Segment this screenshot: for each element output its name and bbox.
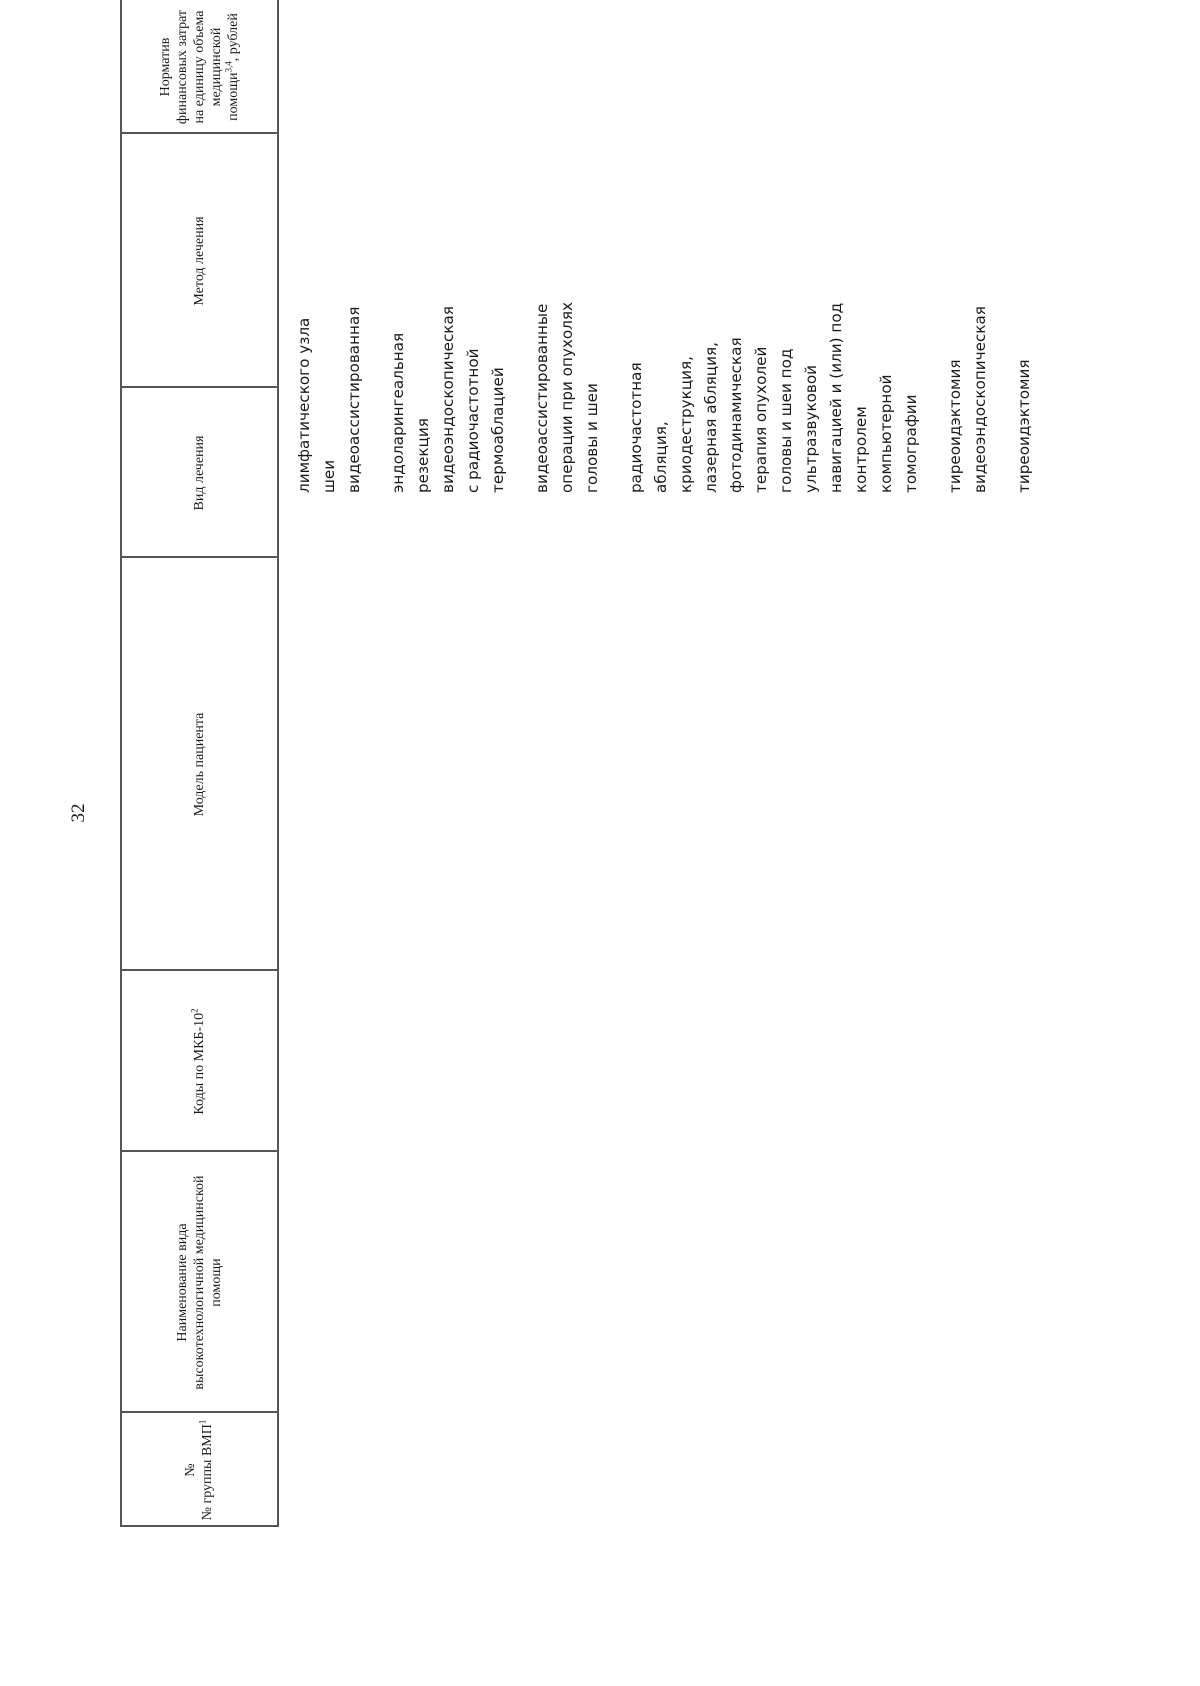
page-number: 32	[68, 803, 89, 823]
header-group-number-label: № группы ВМП$^1$	[197, 1419, 215, 1521]
header-group-number: № № группы ВМП$^1$	[183, 1419, 215, 1521]
treatment-method-item: тиреоидэктомия видеоэндоскопическая	[946, 306, 989, 493]
header-care-type-name: Наименование вида высокотехнологичной медицинской помощи	[174, 1175, 224, 1390]
header-icd-codes: Коды по МКБ-$10^2$	[188, 1008, 207, 1115]
treatment-method-item: эндоларингеальная резекция видеоэндоскопическая с радиочастотной термоаблацией	[389, 306, 507, 493]
treatment-method-item: видеоассистированные операции при опухолях головы и шеи	[533, 301, 601, 493]
header-treatment-type: Вид лечения	[191, 435, 207, 511]
treatment-method-item: радиочастотная абляция, криодеструкция, лазерная абляция, фотодинамическая терапия опухолей головы и шеи под ультразвуковой навигацией и (или) под контролем компьютерной томографии	[627, 302, 920, 493]
header-cost-standard: Норматив финансовых затрат на единицу объема медицинской помощи$^{3,4}$, рублей	[157, 9, 241, 125]
treatment-methods-cell	[292, 293, 1056, 493]
header-patient-model: Модель пациента	[191, 712, 207, 817]
treatment-method-item: лимфатического узла шеи видеоассистированная	[295, 306, 363, 493]
treatment-method-item: тиреоидэктомия	[1015, 359, 1033, 493]
rotated-page	[68, 0, 1100, 1670]
header-treatment-method: Метод лечения	[191, 216, 207, 306]
